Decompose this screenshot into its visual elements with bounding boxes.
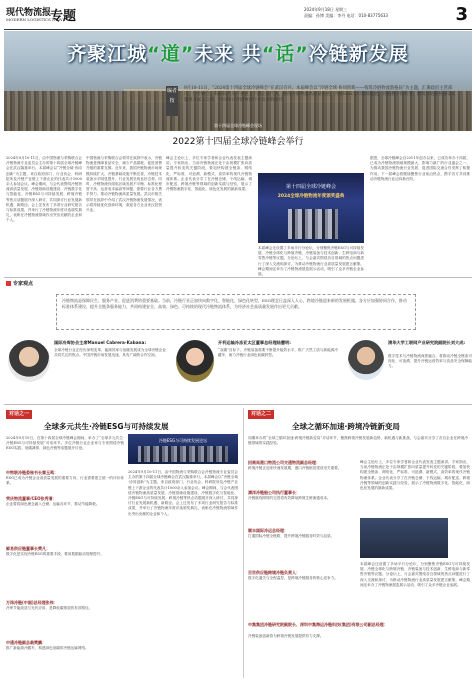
article-column-2: 中国物流与采购联合会领导在致辞中表示，冷链物流是保障食品安全、减少产品损耗、促进消费升级的重要支撑。近年来，我国冷链物流市场规模持续扩大，冷链基础设施不断完善，冷链技术装备水平明显提升，行业发展呈现良好态势。同时，冷链物流仍面临区域发展不平衡、标准化程度不高、运营成本偏高等问题，需要行业各方携手努力，推动冷链物流高质量发展。武汉市相关领导在致辞中介绍了武汉冷链物流发展情况，表示将持续优化营商环境，欢迎各方企业来汉投资兴业。	[86, 156, 162, 213]
hero-banner	[4, 31, 472, 131]
d2-speaker-5-name: 中集集团冷链研究院副院长、深圳中集海运冷链科技(集团)有限公司副总经理：	[248, 622, 388, 627]
cross-border-forum-photo	[360, 518, 448, 558]
page-number: 3	[455, 4, 468, 25]
dialogue-1-intro: 2024年9月10日，在第十四届全球冷链峰会期间，举办了“全球多元共生·冷链ESG与可持续发展”对话环节。多位冷链行业企业家与专家围绕冷链ESG实践、低碳减排、绿色冷链等话题展开讨论。	[6, 436, 124, 451]
d1-speaker-3-name: 鲜易供应链董事长樊凡：	[6, 546, 50, 551]
d2-speaker-1-name: 招商局港口物流公司交通物流副总经理：	[248, 460, 320, 465]
d1-speaker-2-name: 荣庆物流董事/CEO张秀清：	[6, 496, 57, 501]
d2-speaker-3-name: 顺丰国际冷运总经理：	[248, 528, 288, 533]
editor-note	[14, 86, 458, 116]
dialogue-2-tag: 对话之二	[248, 410, 274, 419]
headline-quote-2: “话”	[261, 43, 309, 65]
tag-marker-icon	[6, 281, 11, 286]
hero-headline	[4, 39, 472, 66]
photo-banner-title: 第十四届全球冷链峰会	[285, 184, 336, 190]
d1-speaker-3-text: 数字化是实现冷链ESG的重要手段，要用数据驱动管理提升。	[6, 552, 104, 556]
esg-forum-photo-caption: 冷链ESG与可持续发展论坛	[158, 438, 208, 443]
article-column-5: 据悉，全球冷链峰会自2011年创办以来，已成功举办十四届，已成为冷链物流领域规模最大、影响力最广的行业盛会之一，为推动我国冷链物流行业发展、促进国际交流合作发挥了积极作用。下一届峰会将继续聚焦行业前沿热点，携手各方共同推动冷链物流行业迈向新台阶。	[370, 156, 470, 181]
expert-2-avatar	[176, 340, 214, 382]
d1-speaker-1-name: 中物联冷链委秘书长秦玉鸣：	[6, 470, 58, 475]
column-rule	[243, 408, 244, 678]
d2-speaker-5-text: 冷链装备创新将为跨境冷链发展提供有力支撑。	[248, 634, 324, 638]
expert-view-label: 专家观点	[13, 281, 34, 287]
newspaper-logo-subtitle: MODERN LOGISTICS NEWS	[6, 17, 66, 22]
d2-speaker-2-text: 冷链航线网络的完善将有效降低跨境生鲜流通成本。	[248, 496, 331, 500]
section-divider	[4, 277, 472, 278]
editor-note-badge: 编者按	[166, 86, 178, 116]
masthead-info	[304, 7, 388, 19]
article-title: 2022第十四届全球冷链峰会举行	[172, 137, 304, 147]
headline-part-2: 未来 共	[194, 43, 262, 65]
dialogue-2-body: 峰会主论坛上，多位专家学者和企业代表发表主题演讲。专家指出，当前冷链物流正处于由规模扩张向质量提升转变的关键阶段，要加快构建全链条、网络化、严标准、可追溯、新模式、高效率的现代冷链物流体系。企业代表分享了在冷链仓储、干线运输、城市配送、跨境冷链等领域的创新实践与经验，展示了冷链物流数字化、智能化、绿色化发展的最新成果。	[360, 460, 470, 491]
expert-1-avatar	[8, 340, 50, 382]
headline-part-3: 冷链新发展	[308, 43, 409, 65]
d1-speaker-1-text: ESG已成为冷链企业高质量发展的重要方向，行业需要建立统一的评价体系。	[6, 476, 124, 486]
summit-stage-photo	[258, 173, 364, 243]
masthead	[4, 3, 472, 30]
headline-quote-1: “道”	[147, 43, 195, 65]
expert-3-quote: 数字技术与冷链物流深度融合，将推动冷链全链条可视化、可追溯，提升冷链运营效率与食品安全保障能力。	[388, 354, 472, 369]
dialogue-1-body: 2024年9月10-11日，由中国物流与采购联合会冷链物流专业委员会主办的第十四届全球冷链峰会在武汉隆重举行。本届峰会以“冷链全域·协同创新”为主题，来自政府部门、行业协会、科研院所及冷链产业链上下游企业的代表共计1000余人参加会议。峰会期间，与会代表围绕冷链物流高质量发展、冷链基础设施建设、冷链数字化与智能化、冷链ESG与可持续发展、跨境冷链等热点话题展开深入研讨，共同探讨行业发展新机遇、新路径。会上还发布了多项行业研究报告与标准成果，并举行了冷链物流年度评选颁奖典礼，表彰在冷链物流领域作出突出贡献的企业和个人。	[128, 470, 238, 516]
dialogue-2-body-2: 本届峰会还设置了多场平行分论坛，分别聚焦冷链ESG与可持续发展、冷链全球化与跨境冷链、冷链装备与技术创新、生鲜电商与新零售冷链等议题。分论坛上，与会嘉宾围绕各自领域的热点问题进行了深入交流和探讨，为推动冷链物流行业高质量发展建言献策。峰会期间还举办了冷链物流展览展示活动，吸引了众多冷链企业参展。	[360, 562, 470, 587]
expert-2-quote: “双碳”目标下，冷链装备需要不断提升能效水平，推广天然工质与新能源冷藏车，助力冷链行业绿色低碳转型。	[218, 348, 338, 358]
section-label: 专题	[50, 9, 77, 24]
article-column-1: 2024年9月10-11日，由中国物流与采购联合会冷链物流专业委员会主办的第十四届全球冷链峰会在武汉隆重举行。本届峰会以“冷链全域·协同创新”为主题，来自政府部门、行业协会、科研院所及冷链产业链上下游企业的代表共计1000余人参加会议。峰会期间，与会代表围绕冷链物流高质量发展、冷链基础设施建设、冷链数字化与智能化、冷链ESG与可持续发展、跨境冷链等热点话题展开深入研讨，共同探讨行业发展新机遇、新路径。会上还发布了多项行业研究报告与标准成果，并举行了冷链物流年度评选颁奖典礼，表彰在冷链物流领域作出突出贡献的企业和个人。	[6, 156, 82, 223]
section-divider-2	[4, 404, 472, 405]
expert-view-tag	[6, 280, 33, 287]
newspaper-logo: 现代物流报	[6, 8, 52, 18]
d1-speaker-5-text: 推广新能源冷藏车，构建绿色低碳的冷链运输网络。	[6, 646, 89, 650]
expert-1-name: 国际冷库协会主席Manuel Cabrera-Kabana:	[54, 340, 146, 345]
article-column-4: 本届峰会还设置了多场平行分论坛，分别聚焦冷链ESG与可持续发展、冷链全球化与跨境冷链、冷链装备与技术创新、生鲜电商与新零售冷链等议题。分论坛上，与会嘉宾围绕各自领域的热点问题进行了深入交流和探讨，为推动冷链物流行业高质量发展建言献策。峰会期间还举办了冷链物流展览展示活动，吸引了众多冷链企业参展。	[258, 246, 364, 277]
d2-speaker-3-text: 打通国际冷链全链路，提升跨境冷链服务时效与品质。	[248, 534, 335, 538]
award-winners-graphic	[288, 209, 338, 239]
d1-speaker-5-name: 中通冷链副总裁樊鹏：	[6, 640, 46, 645]
expert-summary: 冷链物流是保障民生、服务产业、促进消费的重要基础。当前，冷链行业正加快向数字化、智能化、绿色化转型，ESG理念日益深入人心，跨境冷链迎来新的发展机遇。各方应加强协同合作，推动标准体系建设，提升全链条服务能力，共同构建安全、高效、绿色、可持续的现代冷链物流体系，为经济社会高质量发展作出更大贡献。	[56, 294, 416, 330]
dialogue-2-intro: 同期举办的“全球之循环加速·跨境冷链新变局”对话环节，聚焦跨境冷链发展新趋势、新机遇与新挑战，与会嘉宾分享了各自企业在跨境冷链领域的实践经验。	[248, 436, 468, 446]
dialogue-1-title: 全球多元共生·冷链ESG与可持续发展	[44, 422, 169, 431]
editor-credits: 责编：孙博 美编：李丹 电话：010-83775633	[304, 13, 388, 18]
headline-part-1: 齐聚江城	[67, 43, 148, 65]
editor-note-text: 9月10-11日，“2024第十四届全球冷链峰会”在武汉召开。本届峰会以“冷链全域·协同创新——构筑冷链物流新格局”为主题，汇聚政府主管部门、行业协会、科研院所及产业链上下游企业代表，围绕冷链物流高质量发展、冷链ESG与可持续发展、冷链数字化转型、跨境冷链新机遇等议题展开深入交流，共同探讨冷链物流行业发展新路径。	[184, 86, 456, 103]
d2-speaker-4-name: 百世供应链跨境冷链负责人：	[248, 570, 300, 575]
esg-forum-panel-graphic	[138, 446, 228, 462]
d1-speaker-4-name: 万纬冷链(中国)总经理张伟：	[6, 600, 58, 605]
d2-speaker-4-text: 数字化通关与全程温控，是跨境冷链服务的核心竞争力。	[248, 576, 338, 580]
d1-speaker-2-text: 企业要将绿色理念融入仓储、运输各环节，推动节能降耗。	[6, 502, 100, 506]
d2-speaker-1-text: 跨境冷链正迎来快速发展期，港口冷链枢纽建设至关重要。	[248, 466, 342, 470]
dialogue-1-tag: 对话之一	[6, 410, 32, 419]
expert-1-quote: 全球冷链行业正经历深刻变革，能源效率与低碳发展成为全球冷链企业共同关注的焦点。中国冷链市场发展迅速，具有广阔的合作空间。	[54, 348, 166, 358]
photo-banner-subtitle: 2024全球冷链物流年度颁奖盛典	[277, 194, 345, 199]
d1-speaker-4-text: 冷库节能改造与光伏应用，是降低碳排放的有效路径。	[6, 606, 93, 610]
expert-3-avatar	[348, 340, 384, 380]
issue-date: 2024年9月18日 星期三	[304, 7, 348, 12]
expert-3-name: 清华大学工联网产业研究院副院长刘大成:	[388, 340, 466, 345]
article-column-3: 峰会主论坛上，多位专家学者和企业代表发表主题演讲。专家指出，当前冷链物流正处于由规模扩张向质量提升转变的关键阶段，要加快构建全链条、网络化、严标准、可追溯、新模式、高效率的现代冷链物流体系。企业代表分享了在冷链仓储、干线运输、城市配送、跨境冷链等领域的创新实践与经验，展示了冷链物流数字化、智能化、绿色化发展的最新成果。	[166, 156, 252, 192]
expert-2-name: 开利运输冷冻亚太区董事总经理陆慧明:	[218, 340, 291, 345]
dialogue-2-title: 全球之循环加速·跨境冷链新变局	[292, 422, 400, 431]
d2-speaker-2-name: 漂洋冷链船公司执行董事长：	[248, 490, 300, 495]
esg-forum-photo	[128, 434, 238, 464]
hero-caption: 第十四届全球冷链峰会现场	[214, 123, 262, 128]
